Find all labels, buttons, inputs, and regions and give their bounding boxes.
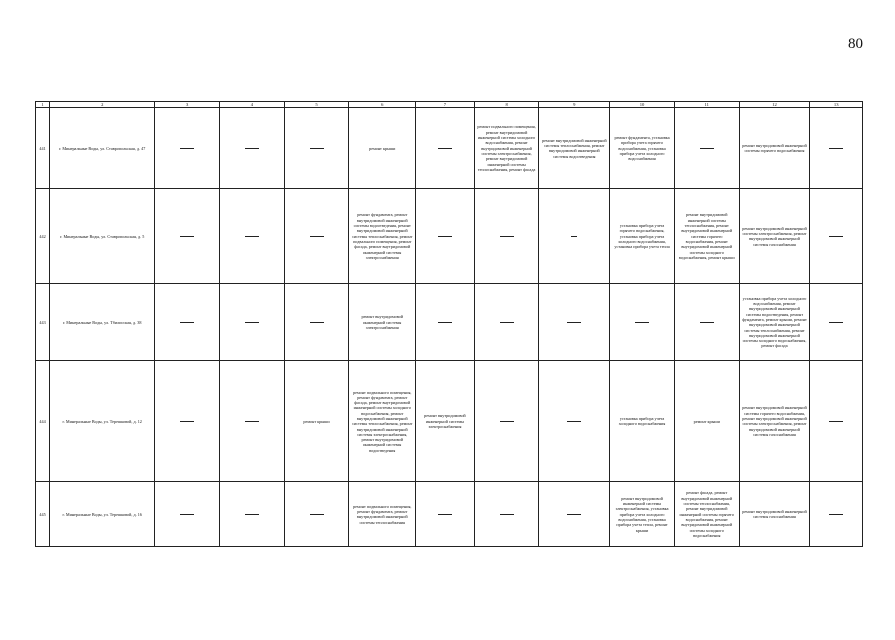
column-header: 8 (474, 102, 539, 108)
table-row (36, 482, 863, 547)
empty-cell (474, 284, 539, 361)
dash-mark (310, 514, 324, 515)
address-cell: г. Минеральные Воды, ул. Ставропольская, д. 5 (50, 189, 155, 284)
empty-cell (539, 284, 610, 361)
address-cell: г. Минеральные Воды, ул. Терешковой, д. 12 (50, 361, 155, 482)
work-cell: ремонт крыши (349, 108, 416, 189)
work-cell: ремонт внутридомовой инженерной системы электроснабжения (416, 361, 475, 482)
dash-mark (180, 421, 194, 422)
dash-mark (180, 322, 194, 323)
dash-mark (567, 514, 581, 515)
dash-mark (829, 322, 843, 323)
column-header: 1 (36, 102, 50, 108)
work-cell: ремонт внутридомовой инженерной системы электроснабжения, установка прибора учета холодного водоснабжения, установка прибора учета тепла, ремонт крыши (610, 482, 675, 547)
empty-cell (474, 189, 539, 284)
column-header: 12 (739, 102, 810, 108)
empty-cell (219, 189, 284, 284)
dash-mark (571, 236, 577, 237)
work-cell: ремонт внутридомовой инженерной системы газоснабжения (739, 482, 810, 547)
dash-mark (310, 236, 324, 237)
repair-schedule-table (35, 101, 863, 547)
empty-cell (474, 482, 539, 547)
dash-mark (245, 322, 259, 323)
empty-cell (219, 108, 284, 189)
empty-cell (539, 189, 610, 284)
table-row (36, 108, 863, 189)
dash-mark (829, 236, 843, 237)
work-cell: ремонт внутридомовой инженерной системы горячего водоснабжения (739, 108, 810, 189)
empty-cell (539, 361, 610, 482)
column-header: 6 (349, 102, 416, 108)
empty-cell (610, 284, 675, 361)
dash-mark (245, 514, 259, 515)
dash-mark (245, 148, 259, 149)
empty-cell (284, 482, 349, 547)
table-row (36, 189, 863, 284)
empty-cell (674, 284, 739, 361)
work-cell: ремонт внутридомовой инженерной системы теплоснабжения, ремонт внутридомовой инженерной системы горячего водоснабжения, ремонт внутридомовой инженерной системы холодного водоснабжения, ремонт крыши (674, 189, 739, 284)
dash-mark (438, 514, 452, 515)
work-cell: ремонт внутридомовой инженерной системы теплоснабжения, ремонт внутридомовой инженерной системы водоотведения (539, 108, 610, 189)
empty-cell (539, 482, 610, 547)
work-cell: ремонт подвального помещения, ремонт внутридомовой инженерной системы холодного водоснабжения, ремонт внутридомовой инженерной системы электроснабжения, ремонт внутридомовой инженерной системы теплоснабжения, ремонт фасада (474, 108, 539, 189)
dash-mark (829, 421, 843, 422)
column-header: 13 (810, 102, 863, 108)
empty-cell (416, 108, 475, 189)
empty-cell (674, 108, 739, 189)
column-header: 4 (219, 102, 284, 108)
dash-mark (500, 421, 514, 422)
empty-cell (155, 482, 220, 547)
work-cell: ремонт внутридомовой инженерной системы горячего водоснабжения, ремонт внутридомовой инженерной системы электроснабжения, ремонт внутридомовой инженерной системы газоснабжения (739, 361, 810, 482)
dash-mark (500, 514, 514, 515)
work-cell: установка прибора учета холодного водоснабжения (610, 361, 675, 482)
column-header: 10 (610, 102, 675, 108)
dash-mark (245, 236, 259, 237)
column-header: 5 (284, 102, 349, 108)
work-cell: ремонт внутридомовой инженерной системы электроснабжения, ремонт внутридомовой инженерной системы газоснабжения (739, 189, 810, 284)
row-number: 444 (36, 361, 50, 482)
row-number: 443 (36, 284, 50, 361)
empty-cell (284, 108, 349, 189)
column-header: 9 (539, 102, 610, 108)
empty-cell (284, 189, 349, 284)
work-cell: ремонт крыши (674, 361, 739, 482)
empty-cell (810, 108, 863, 189)
empty-cell (219, 482, 284, 547)
address-cell: г. Минеральные Воды, ул. Ставропольская, д. 47 (50, 108, 155, 189)
dash-mark (180, 236, 194, 237)
empty-cell (810, 361, 863, 482)
dash-mark (438, 236, 452, 237)
dash-mark (700, 322, 714, 323)
work-cell: ремонт подвального помещения, ремонт фундамента, ремонт внутридомовой инженерной системы теплоснабжения (349, 482, 416, 547)
column-header: 7 (416, 102, 475, 108)
work-cell: ремонт крыши (284, 361, 349, 482)
empty-cell (155, 361, 220, 482)
dash-mark (180, 148, 194, 149)
empty-cell (284, 284, 349, 361)
work-cell: установка прибора учета горячего водоснабжения, установка прибора учета холодного водоснабжения, установка прибора учета тепла (610, 189, 675, 284)
dash-mark (500, 236, 514, 237)
empty-cell (155, 108, 220, 189)
empty-cell (810, 189, 863, 284)
empty-cell (155, 284, 220, 361)
empty-cell (810, 482, 863, 547)
work-cell: установка прибора учета холодного водоснабжения, ремонт внутридомовой инженерной системы водоотведения, ремонт фундамента, ремонт крыши, ремонт внутридомовой инженерной системы теплоснабжения, ремонт внутридомовой инженерной системы холодного водоснабжения, ремонт фасада (739, 284, 810, 361)
dash-mark (438, 322, 452, 323)
address-cell: г. Минеральные Воды, ул. Терешковой, д. 16 (50, 482, 155, 547)
dash-mark (567, 421, 581, 422)
empty-cell (219, 361, 284, 482)
dash-mark (829, 148, 843, 149)
work-cell: ремонт фундамента, установка прибора учета горячего водоснабжения, установка прибора учета холодного водоснабжения (610, 108, 675, 189)
dash-mark (635, 322, 649, 323)
table-row (36, 284, 863, 361)
work-cell: ремонт фасада, ремонт внутридомовой инженерной системы теплоснабжения, ремонт внутридомовой инженерной системы горячего водоснабжения, ремонт внутридомовой инженерной системы холодного водоснабжения (674, 482, 739, 547)
empty-cell (810, 284, 863, 361)
empty-cell (416, 189, 475, 284)
column-header: 3 (155, 102, 220, 108)
dash-mark (310, 148, 324, 149)
dash-mark (567, 322, 581, 323)
work-cell: ремонт фундамента, ремонт внутридомовой инженерной системы водоотведения, ремонт внутридомовой инженерной системы теплоснабжения, ремонт подвального помещения, ремонт фасада, ремонт внутридомовой инженерной системы электроснабжения (349, 189, 416, 284)
row-number: 441 (36, 108, 50, 189)
empty-cell (416, 482, 475, 547)
empty-cell (219, 284, 284, 361)
dash-mark (438, 148, 452, 149)
row-number: 445 (36, 482, 50, 547)
empty-cell (474, 361, 539, 482)
row-number: 442 (36, 189, 50, 284)
column-header: 11 (674, 102, 739, 108)
column-header: 2 (50, 102, 155, 108)
address-cell: г. Минеральные Воды, ул. Тбилисская, д. 38 (50, 284, 155, 361)
work-cell: ремонт внутридомовой инженерной системы электроснабжения (349, 284, 416, 361)
dash-mark (829, 514, 843, 515)
page-number: 80 (848, 36, 863, 52)
dash-mark (245, 421, 259, 422)
work-cell: ремонт подвального помещения, ремонт фундамента, ремонт фасада, ремонт внутридомовой инженерной системы холодного водоснабжения, ремонт внутридомовой инженерной системы теплоснабжения, ремонт внутридомовой инженерной системы электроснабжения, ремонт внутридомовой инженерной системы водоотведения (349, 361, 416, 482)
table-row (36, 361, 863, 482)
dash-mark (180, 514, 194, 515)
empty-cell (416, 284, 475, 361)
dash-mark (700, 148, 714, 149)
dash-mark (310, 322, 324, 323)
dash-mark (500, 322, 514, 323)
empty-cell (155, 189, 220, 284)
